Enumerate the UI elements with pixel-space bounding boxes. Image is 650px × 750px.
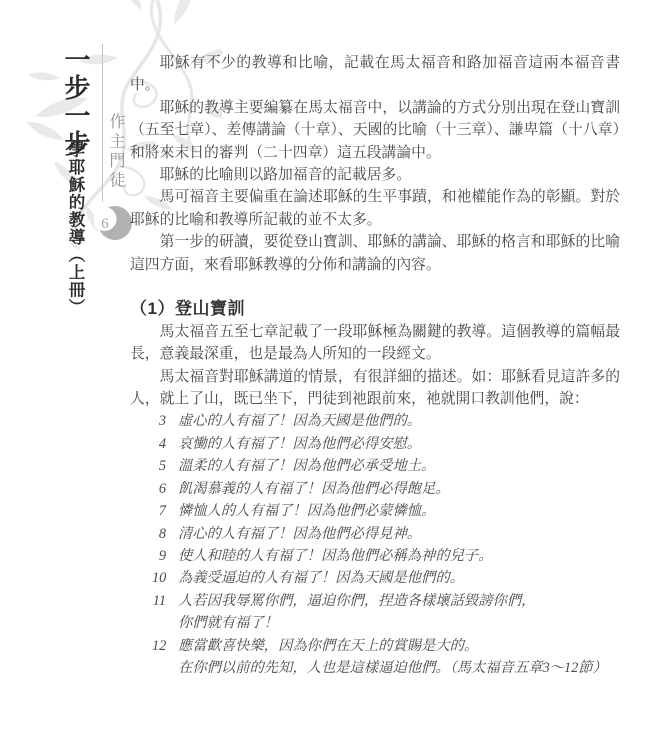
verse-text: 憐恤人的人有福了！因為他們必蒙憐恤。 [178, 503, 436, 520]
paragraph: 第一步的研讀，要從登山寶訓、耶穌的講論、耶穌的格言和耶穌的比喻這四方面，來看耶穌教導的分佈和講論的內容。 [130, 234, 620, 273]
verse-text: 清心的人有福了！因為他們必得見神。 [178, 525, 422, 542]
verse-row [152, 455, 620, 477]
verse-row [152, 478, 620, 500]
verse-text: 人若因我辱罵你們，逼迫你們，捏造各樣壞話毀謗你們， [178, 592, 536, 609]
verse-number: 8 [158, 525, 166, 542]
verse-number: 3 [158, 413, 166, 430]
series-subtitle-vertical: 學耶穌的教導（上冊） [66, 141, 85, 316]
sidebar-divider-line [102, 44, 103, 202]
verse-row [152, 500, 620, 522]
verse-text: 哀慟的人有福了！因為他們必得安慰。 [178, 435, 422, 452]
verse-number: 12 [152, 637, 167, 654]
verse-number: 6 [158, 480, 166, 497]
main-text-column [130, 52, 620, 679]
paragraph: 馬太福音五至七章記載了一段耶穌極為關鍵的教導。這個教導的篇幅最長，意義最深重，也是最為人所知的一段經文。 [130, 323, 620, 363]
lesson-number-badge [94, 203, 134, 243]
verse-row [152, 545, 620, 567]
verse-row [152, 567, 620, 589]
verse-text: 使人和睦的人有福了！因為他們必稱為神的兒子。 [178, 547, 493, 564]
verse-number: 10 [152, 570, 167, 587]
verse-text: 飢渴慕義的人有福了！因為他們必得飽足。 [178, 480, 450, 497]
paragraph: 馬可福音主要偏重在論述耶穌的生平事蹟，和祂權能作為的彰顯。對於耶穌的比喻和教導所記載的並不太多。 [130, 189, 620, 228]
verse-row [152, 635, 620, 680]
verse-number: 4 [158, 435, 166, 452]
verse-text: 應當歡喜快樂，因為你們在天上的賞賜是大的。 [178, 637, 479, 654]
verse-text: 為義受逼迫的人有福了！因為天國是他們的。 [178, 570, 464, 587]
verse-row [152, 433, 620, 455]
verse-row [152, 410, 620, 432]
paragraph: 耶穌有不少的教導和比喻，記載在馬太福音和路加福音這兩本福音書中。 [130, 55, 620, 94]
paragraph: 耶穌的比喻則以路加福音的記載居多。 [159, 167, 412, 184]
beatitudes-verse-block [152, 410, 620, 679]
paragraph: 耶穌的教導主要編纂在馬太福音中，以講論的方式分別出現在登山寶訓（五至七章）、差傳講論（十章）、天國的比喻（十三章）、謙卑篇（十八章）和將來末日的審判（二十四章）這五段講論中。 [130, 99, 620, 161]
verse-number: 7 [158, 503, 166, 520]
discipleship-label-vertical: 作主門徒 [107, 113, 124, 191]
verse-text: 在你們以前的先知，人也是這樣逼迫他們。（馬太福音五章3～12節） [178, 659, 607, 676]
verse-text: 溫柔的人有福了！因為他們必承受地土。 [178, 458, 436, 475]
verse-number: 5 [158, 458, 166, 475]
verse-number: 9 [158, 547, 166, 564]
verse-text: 你們就有福了！ [178, 615, 279, 632]
verse-text: 虛心的人有福了！因為天國是他們的。 [178, 413, 422, 430]
lesson-number: 6 [101, 215, 109, 232]
verse-row [152, 523, 620, 545]
section-heading: （1）登山寶訓 [130, 299, 245, 319]
series-title-vertical: 一步一步 [61, 46, 90, 158]
verse-row [152, 590, 620, 635]
paragraph: 馬太福音對耶穌講道的情景，有很詳細的描述。如：耶穌看見這許多的人，就上了山，既已坐下，門徒到祂跟前來，祂就開口教訓他們，說： [130, 368, 620, 408]
verse-number: 11 [152, 592, 166, 609]
